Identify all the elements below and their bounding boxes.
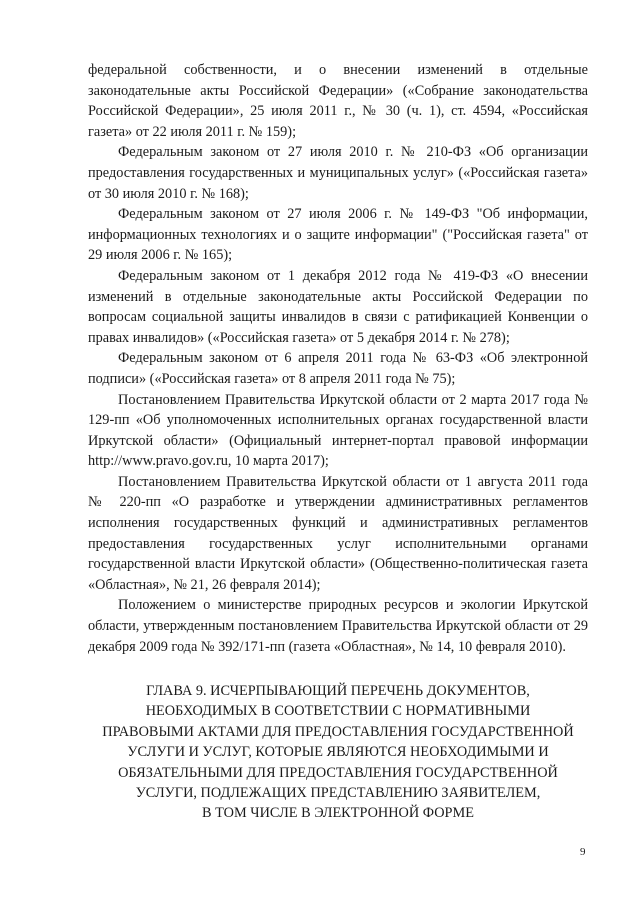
paragraph-resolution-220-pp: Постановлением Правительства Иркутской области от 1 августа 2011 года № 220-пп «О разработке и утверждении административных регламентов исполнения государственных функций и административных регламентов предоставления государственных услуг исполнительными органами государственной власти Иркутской области» (Общественно-политическая газета «Областная», № 21, 26 февраля 2014); [88, 473, 588, 593]
document-body [88, 60, 588, 657]
paragraph-federal-property: федеральной собственности, и о внесении изменений в отдельные законодательные акты Российской Федерации» («Собрание законодательства Российской Федерации», 25 июля 2011 г., № 30 (ч. 1), ст. 4594, «Российская газета» от 22 июля 2011 г. № 159); [88, 62, 588, 140]
paragraph-ministry-regulation: Положением о министерстве природных ресурсов и экологии Иркутской области, утвержденным постановлением Правительства Иркутской области от 29 декабря 2009 года № 392/171-пп (газета «Областная», № 14, 10 февраля 2010). [88, 597, 588, 655]
chapter-title-line: ПРАВОВЫМИ АКТАМИ ДЛЯ ПРЕДОСТАВЛЕНИЯ ГОСУДАРСТВЕННОЙ [102, 723, 574, 740]
paragraph-law-149-fz: Федеральным законом от 27 июля 2006 г. № 149-ФЗ "Об информации, информационных технологиях и о защите информации" ("Российская газета" от 29 июля 2006 г. № 165); [88, 206, 588, 264]
chapter-title [88, 681, 588, 824]
chapter-title-line: ОБЯЗАТЕЛЬНЫМИ ДЛЯ ПРЕДОСТАВЛЕНИЯ ГОСУДАРСТВЕННОЙ [118, 764, 558, 781]
chapter-title-line: ГЛАВА 9. ИСЧЕРПЫВАЮЩИЙ ПЕРЕЧЕНЬ ДОКУМЕНТОВ, [146, 683, 530, 699]
paragraph-law-63-fz: Федеральным законом от 6 апреля 2011 года № 63-ФЗ «Об электронной подписи» («Российская газета» от 8 апреля 2011 года № 75); [88, 350, 588, 387]
paragraph-law-419-fz: Федеральным законом от 1 декабря 2012 года № 419-ФЗ «О внесении изменений в отдельные законодательные акты Российской Федерации по вопросам социальной защиты инвалидов в связи с ратификацией Конвенции о правах инвалидов» («Российская газета» от 5 декабря 2014 г. № 278); [88, 267, 588, 346]
chapter-title-line: В ТОМ ЧИСЛЕ В ЭЛЕКТРОННОЙ ФОРМЕ [202, 805, 474, 822]
chapter-title-line: УСЛУГИ, ПОДЛЕЖАЩИХ ПРЕДСТАВЛЕНИЮ ЗАЯВИТЕЛЕМ, [135, 785, 541, 802]
page-number: 9 [580, 846, 586, 858]
paragraph-resolution-129-pp: Постановлением Правительства Иркутской области от 2 марта 2017 года № 129-пп «Об уполномоченных исполнительных органах государственной власти Иркутской области» (Официальный интернет-портал правовой информации http://www.pravo.gov.ru, 10 марта 2017); [88, 391, 588, 470]
chapter-title-line: НЕОБХОДИМЫХ В СООТВЕТСТВИИ С НОРМАТИВНЫМИ [145, 703, 531, 720]
chapter-title-line: УСЛУГИ И УСЛУГ, КОТОРЫЕ ЯВЛЯЮТСЯ НЕОБХОДИМЫМИ И [127, 744, 549, 761]
paragraph-law-210-fz: Федеральным законом от 27 июля 2010 г. № 210-ФЗ «Об организации предоставления государственных и муниципальных услуг» («Российская газета» от 30 июля 2010 г. № 168); [88, 144, 588, 202]
